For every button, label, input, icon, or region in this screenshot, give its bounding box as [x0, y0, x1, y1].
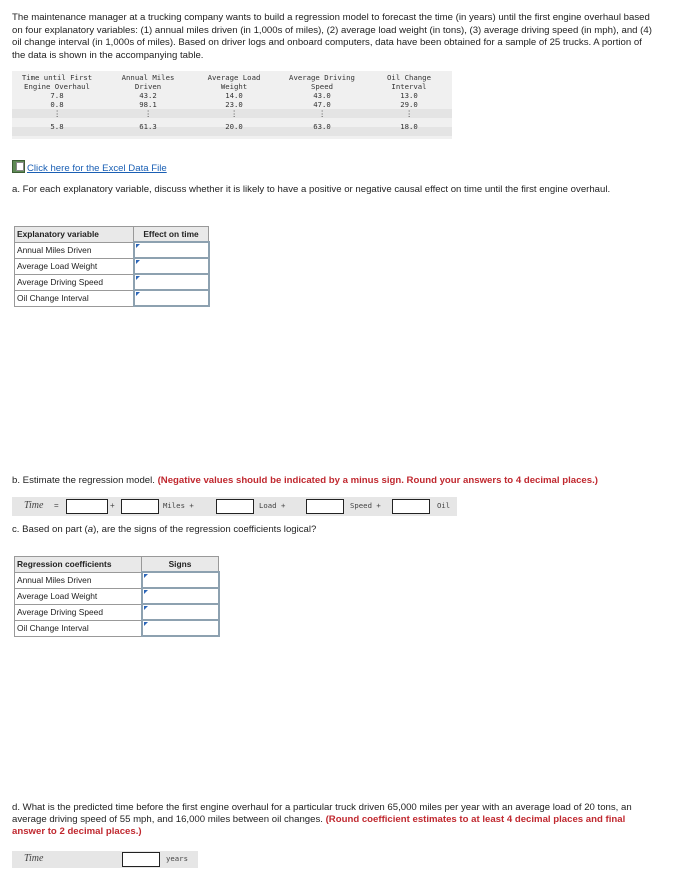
- table-cell: 43.0: [313, 91, 331, 100]
- excel-link-row: [12, 160, 167, 174]
- effect-dropdown[interactable]: [134, 274, 209, 290]
- table-cell: 18.0: [400, 122, 418, 131]
- prediction-answer-row: [12, 851, 198, 868]
- signs-dropdown[interactable]: [142, 604, 219, 620]
- signs-row-label: Annual Miles Driven: [15, 572, 142, 588]
- speed-term-label: Speed +: [350, 501, 381, 510]
- table-cell: 13.0: [400, 91, 418, 100]
- table-cell: 63.0: [313, 122, 331, 131]
- miles-term-label: Miles +: [163, 501, 194, 510]
- speed-coefficient-input[interactable]: [306, 499, 344, 514]
- effect-row-label: Annual Miles Driven: [15, 242, 134, 258]
- intercept-input[interactable]: [66, 499, 108, 514]
- data-table: [12, 71, 452, 139]
- table-cell: 14.0: [225, 91, 243, 100]
- load-term-label: Load +: [259, 501, 286, 510]
- effect-row-label: Average Load Weight: [15, 258, 134, 274]
- prediction-unit: years: [166, 854, 188, 863]
- part-d-question: [12, 802, 652, 838]
- table-cell: 7.8: [50, 91, 64, 100]
- table-cell: 0.8: [50, 100, 64, 109]
- part-a-question: a. For each explanatory variable, discuss whether it is likely to have a positive or negative causal effect on time until the first engine overhaul.: [12, 184, 611, 195]
- effect-dropdown[interactable]: [134, 290, 209, 306]
- part-c-question: [12, 524, 652, 536]
- part-b-instruction: (Negative values should be indicated by a minus sign. Round your answers to 4 decimal places.): [157, 475, 598, 486]
- column-header: Engine Overhaul: [24, 82, 90, 91]
- excel-file-icon: [12, 160, 25, 173]
- column-header: Speed: [311, 82, 333, 91]
- column-header: Driven: [134, 82, 162, 91]
- table-cell: ⋮: [405, 109, 413, 118]
- table-cell: 61.3: [139, 122, 157, 131]
- table-cell: ⋮: [318, 109, 326, 118]
- signs-dropdown[interactable]: [142, 620, 219, 636]
- part-d-text: d. What is the predicted time before the first engine overhaul for a particular truck driven 65,000 miles per year with an average load of 20 tons, an average driving speed of 55 mph, and 16,000 miles between oil changes.: [12, 802, 632, 825]
- signs-dropdown[interactable]: [142, 572, 219, 588]
- effect-table-header-variable: Explanatory variable: [15, 227, 134, 243]
- column-header: Time until First: [21, 73, 93, 82]
- predicted-time-input[interactable]: [122, 852, 160, 867]
- part-c-text-end: ), are the signs of the regression coefficients logical?: [93, 524, 317, 535]
- equation-lhs: Time: [24, 500, 44, 511]
- effect-table-header-effect: Effect on time: [134, 227, 209, 243]
- column-header: Average Driving: [289, 73, 355, 82]
- table-cell: 29.0: [400, 100, 418, 109]
- table-cell: ⋮: [144, 109, 152, 118]
- signs-dropdown[interactable]: [142, 588, 219, 604]
- load-coefficient-input[interactable]: [216, 499, 254, 514]
- signs-table-header-coefficient: Regression coefficients: [15, 557, 142, 573]
- signs-table-header-signs: Signs: [142, 557, 219, 573]
- effect-table: [14, 226, 210, 307]
- column-header: Weight: [220, 82, 248, 91]
- effect-dropdown[interactable]: [134, 242, 209, 258]
- table-cell: ⋮: [53, 109, 61, 118]
- part-c-text: c. Based on part (: [12, 524, 88, 535]
- regression-equation: [12, 497, 457, 516]
- column-header: Annual Miles: [121, 73, 175, 82]
- table-cell: 20.0: [225, 122, 243, 131]
- table-cell: 43.2: [139, 91, 157, 100]
- column-header: Interval: [391, 82, 427, 91]
- column-header: Oil Change: [387, 73, 431, 82]
- oil-coefficient-input[interactable]: [392, 499, 430, 514]
- signs-row-label: Average Load Weight: [15, 588, 142, 604]
- table-cell: 5.8: [50, 122, 64, 131]
- effect-row-label: Oil Change Interval: [15, 290, 134, 306]
- problem-intro: The maintenance manager at a trucking company wants to build a regression model to forecast the time (in years) until the first engine overhaul based on four explanatory variables: (1) annual miles driven (in 1,000s of miles), (2) average load weight (in tons), (3) average driving speed (in mph), and (4) oil change interval (in 1,000s of miles). Based on driver logs and onboard computers, data have been obtained for a sample of 25 trucks. A portion of the data is shown in the accompanying table.: [12, 12, 652, 61]
- column-header: Average Load: [207, 73, 261, 82]
- signs-row-label: Oil Change Interval: [15, 620, 142, 636]
- table-cell: 23.0: [225, 100, 243, 109]
- oil-term-label: Oil: [437, 501, 451, 510]
- part-b-question: [12, 475, 652, 487]
- effect-dropdown[interactable]: [134, 258, 209, 274]
- table-cell: 98.1: [139, 100, 157, 109]
- excel-data-link[interactable]: Click here for the Excel Data File: [27, 163, 167, 174]
- equals-sign: =: [54, 501, 59, 510]
- signs-row-label: Average Driving Speed: [15, 604, 142, 620]
- prediction-lhs: Time: [24, 853, 44, 864]
- part-d-instruction: (Round coefficient estimates to at least 4 decimal places and final answer to 2 decimal places.): [12, 814, 626, 837]
- effect-row-label: Average Driving Speed: [15, 274, 134, 290]
- table-cell: 47.0: [313, 100, 331, 109]
- table-cell: ⋮: [230, 109, 238, 118]
- signs-table: [14, 556, 220, 637]
- part-c-reference: a: [87, 524, 94, 535]
- plus-sign: +: [110, 501, 115, 510]
- miles-coefficient-input[interactable]: [121, 499, 159, 514]
- part-b-text: b. Estimate the regression model.: [12, 475, 155, 486]
